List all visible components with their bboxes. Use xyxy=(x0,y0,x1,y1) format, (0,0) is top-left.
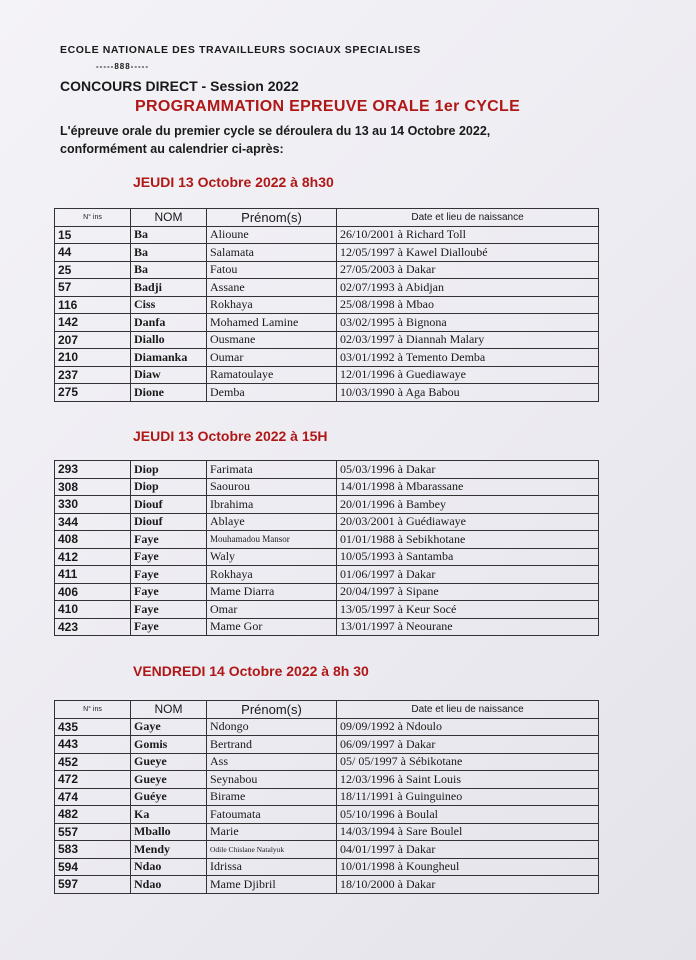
cell-ins: 482 xyxy=(55,806,131,824)
cell-nom: Mballo xyxy=(131,823,207,841)
cell-date: 04/01/1997 à Dakar xyxy=(337,841,599,859)
cell-ins: 308 xyxy=(55,478,131,496)
table-row xyxy=(55,788,599,806)
table-header-row xyxy=(55,701,599,719)
cell-ins: 25 xyxy=(55,261,131,279)
cell-date: 03/01/1992 à Temento Demba xyxy=(337,349,599,367)
cell-nom: Diouf xyxy=(131,513,207,531)
cell-date: 25/08/1998 à Mbao xyxy=(337,296,599,314)
column-header-prenom: Prénom(s) xyxy=(207,701,337,719)
cell-prenom: Seynabou xyxy=(207,771,337,789)
cell-prenom: Rokhaya xyxy=(207,296,337,314)
table-row xyxy=(55,314,599,332)
cell-nom: Faye xyxy=(131,566,207,584)
cell-date: 20/04/1997 à Sipane xyxy=(337,583,599,601)
cell-prenom: Waly xyxy=(207,548,337,566)
cell-prenom: Ndongo xyxy=(207,718,337,736)
table-row xyxy=(55,823,599,841)
cell-date: 18/10/2000 à Dakar xyxy=(337,876,599,894)
cell-prenom: Alioune xyxy=(207,226,337,244)
cell-nom: Gueye xyxy=(131,771,207,789)
column-header-ins: N° ins xyxy=(55,701,131,719)
cell-prenom: Omar xyxy=(207,601,337,619)
cell-date: 10/05/1993 à Santamba xyxy=(337,548,599,566)
cell-nom: Gueye xyxy=(131,753,207,771)
cell-prenom: Ibrahima xyxy=(207,496,337,514)
roster-table-3 xyxy=(54,700,599,894)
table-row xyxy=(55,548,599,566)
table-row xyxy=(55,226,599,244)
cell-ins: 583 xyxy=(55,841,131,859)
cell-date: 05/ 05/1997 à Sébikotane xyxy=(337,753,599,771)
cell-date: 13/01/1997 à Neourane xyxy=(337,618,599,636)
cell-nom: Diouf xyxy=(131,496,207,514)
table-header-row xyxy=(55,209,599,227)
cell-prenom: Idrissa xyxy=(207,858,337,876)
cell-nom: Faye xyxy=(131,618,207,636)
table-row xyxy=(55,261,599,279)
cell-prenom: Saourou xyxy=(207,478,337,496)
cell-nom: Mendy xyxy=(131,841,207,859)
session-title-1: JEUDI 13 Octobre 2022 à 8h30 xyxy=(133,174,334,190)
cell-nom: Diop xyxy=(131,461,207,479)
table-row xyxy=(55,513,599,531)
cell-ins: 443 xyxy=(55,736,131,754)
column-header-date: Date et lieu de naissance xyxy=(337,209,599,227)
column-header-date: Date et lieu de naissance xyxy=(337,701,599,719)
cell-date: 18/11/1991 à Guinguineo xyxy=(337,788,599,806)
school-name: ECOLE NATIONALE DES TRAVAILLEURS SOCIAUX SPECIALISES xyxy=(60,44,421,56)
cell-date: 10/01/1998 à Koungheul xyxy=(337,858,599,876)
cell-ins: 452 xyxy=(55,753,131,771)
cell-date: 12/03/1996 à Saint Louis xyxy=(337,771,599,789)
cell-prenom: Ousmane xyxy=(207,331,337,349)
cell-nom: Faye xyxy=(131,601,207,619)
column-header-nom: NOM xyxy=(131,209,207,227)
cell-prenom: Mouhamadou Mansor xyxy=(207,531,337,549)
cell-date: 01/06/1997 à Dakar xyxy=(337,566,599,584)
table-row xyxy=(55,753,599,771)
intro-line-2: conformément au calendrier ci-après: xyxy=(60,142,284,156)
cell-ins: 412 xyxy=(55,548,131,566)
cell-nom: Guéye xyxy=(131,788,207,806)
cell-nom: Ba xyxy=(131,226,207,244)
cell-ins: 474 xyxy=(55,788,131,806)
roster-table-2 xyxy=(54,460,599,636)
cell-date: 14/03/1994 à Sare Boulel xyxy=(337,823,599,841)
table-row xyxy=(55,279,599,297)
cell-prenom: Odile Chislane Natalyuk xyxy=(207,841,337,859)
cell-ins: 344 xyxy=(55,513,131,531)
roster-table-1 xyxy=(54,208,599,402)
cell-nom: Diaw xyxy=(131,366,207,384)
cell-date: 12/01/1996 à Guediawaye xyxy=(337,366,599,384)
table-row xyxy=(55,601,599,619)
table-row xyxy=(55,296,599,314)
table-row xyxy=(55,349,599,367)
cell-prenom: Demba xyxy=(207,384,337,402)
cell-date: 03/02/1995 à Bignona xyxy=(337,314,599,332)
programme-title: PROGRAMMATION EPREUVE ORALE 1er CYCLE xyxy=(135,98,521,115)
cell-date: 13/05/1997 à Keur Socé xyxy=(337,601,599,619)
table-row xyxy=(55,331,599,349)
table-row xyxy=(55,718,599,736)
cell-ins: 44 xyxy=(55,244,131,262)
cell-date: 09/09/1992 à Ndoulo xyxy=(337,718,599,736)
cell-prenom: Mame Gor xyxy=(207,618,337,636)
cell-prenom: Fatou xyxy=(207,261,337,279)
table-row xyxy=(55,496,599,514)
cell-ins: 142 xyxy=(55,314,131,332)
table-row xyxy=(55,244,599,262)
cell-date: 10/03/1990 à Aga Babou xyxy=(337,384,599,402)
cell-prenom: Ramatoulaye xyxy=(207,366,337,384)
cell-prenom: Oumar xyxy=(207,349,337,367)
cell-nom: Faye xyxy=(131,531,207,549)
session-title-2: JEUDI 13 Octobre 2022 à 15H xyxy=(133,428,328,444)
cell-nom: Danfa xyxy=(131,314,207,332)
cell-prenom: Rokhaya xyxy=(207,566,337,584)
cell-nom: Diop xyxy=(131,478,207,496)
cell-nom: Ciss xyxy=(131,296,207,314)
cell-ins: 597 xyxy=(55,876,131,894)
cell-nom: Ba xyxy=(131,244,207,262)
table-row xyxy=(55,583,599,601)
cell-date: 20/01/1996 à Bambey xyxy=(337,496,599,514)
cell-ins: 293 xyxy=(55,461,131,479)
cell-prenom: Bertrand xyxy=(207,736,337,754)
cell-prenom: Marie xyxy=(207,823,337,841)
cell-ins: 207 xyxy=(55,331,131,349)
cell-ins: 411 xyxy=(55,566,131,584)
cell-ins: 57 xyxy=(55,279,131,297)
cell-prenom: Salamata xyxy=(207,244,337,262)
cell-date: 05/10/1996 à Boulal xyxy=(337,806,599,824)
cell-date: 02/03/1997 à Diannah Malary xyxy=(337,331,599,349)
column-header-prenom: Prénom(s) xyxy=(207,209,337,227)
table-row xyxy=(55,531,599,549)
cell-nom: Gaye xyxy=(131,718,207,736)
intro-line-1: L'épreuve orale du premier cycle se déroulera du 13 au 14 Octobre 2022, xyxy=(60,124,491,138)
cell-ins: 594 xyxy=(55,858,131,876)
cell-ins: 210 xyxy=(55,349,131,367)
cell-nom: Ka xyxy=(131,806,207,824)
cell-ins: 116 xyxy=(55,296,131,314)
cell-date: 26/10/2001 à Richard Toll xyxy=(337,226,599,244)
table-row xyxy=(55,566,599,584)
cell-ins: 275 xyxy=(55,384,131,402)
cell-prenom: Ass xyxy=(207,753,337,771)
table-row xyxy=(55,736,599,754)
table-row xyxy=(55,858,599,876)
table-row xyxy=(55,461,599,479)
cell-ins: 410 xyxy=(55,601,131,619)
cell-prenom: Birame xyxy=(207,788,337,806)
column-header-nom: NOM xyxy=(131,701,207,719)
session-title-3: VENDREDI 14 Octobre 2022 à 8h 30 xyxy=(133,663,369,679)
cell-date: 05/03/1996 à Dakar xyxy=(337,461,599,479)
cell-ins: 15 xyxy=(55,226,131,244)
table-row xyxy=(55,771,599,789)
intro-text xyxy=(60,122,620,158)
table-row xyxy=(55,841,599,859)
cell-nom: Ndao xyxy=(131,858,207,876)
cell-nom: Gomis xyxy=(131,736,207,754)
cell-prenom: Mame Djibril xyxy=(207,876,337,894)
concours-title: CONCOURS DIRECT - Session 2022 xyxy=(60,78,299,94)
table-row xyxy=(55,366,599,384)
cell-date: 14/01/1998 à Mbarassane xyxy=(337,478,599,496)
table-row xyxy=(55,478,599,496)
table-row xyxy=(55,618,599,636)
table-row xyxy=(55,806,599,824)
cell-nom: Diallo xyxy=(131,331,207,349)
cell-date: 27/05/2003 à Dakar xyxy=(337,261,599,279)
cell-nom: Dione xyxy=(131,384,207,402)
table-row xyxy=(55,876,599,894)
column-header-ins: N° ins xyxy=(55,209,131,227)
table-row xyxy=(55,384,599,402)
cell-date: 20/03/2001 à Guédiawaye xyxy=(337,513,599,531)
cell-prenom: Assane xyxy=(207,279,337,297)
cell-nom: Faye xyxy=(131,583,207,601)
cell-prenom: Fatoumata xyxy=(207,806,337,824)
cell-nom: Ba xyxy=(131,261,207,279)
cell-prenom: Mohamed Lamine xyxy=(207,314,337,332)
cell-prenom: Farimata xyxy=(207,461,337,479)
cell-ins: 237 xyxy=(55,366,131,384)
cell-prenom: Ablaye xyxy=(207,513,337,531)
cell-nom: Diamanka xyxy=(131,349,207,367)
cell-date: 01/01/1988 à Sebikhotane xyxy=(337,531,599,549)
cell-ins: 423 xyxy=(55,618,131,636)
cell-nom: Faye xyxy=(131,548,207,566)
cell-date: 06/09/1997 à Dakar xyxy=(337,736,599,754)
cell-prenom: Mame Diarra xyxy=(207,583,337,601)
cell-date: 12/05/1997 à Kawel Dialloubé xyxy=(337,244,599,262)
cell-ins: 408 xyxy=(55,531,131,549)
cell-ins: 435 xyxy=(55,718,131,736)
cell-ins: 330 xyxy=(55,496,131,514)
cell-nom: Badji xyxy=(131,279,207,297)
cell-date: 02/07/1993 à Abidjan xyxy=(337,279,599,297)
cell-ins: 557 xyxy=(55,823,131,841)
cell-ins: 472 xyxy=(55,771,131,789)
cell-ins: 406 xyxy=(55,583,131,601)
cell-nom: Ndao xyxy=(131,876,207,894)
header-separator: -----888----- xyxy=(96,62,149,71)
